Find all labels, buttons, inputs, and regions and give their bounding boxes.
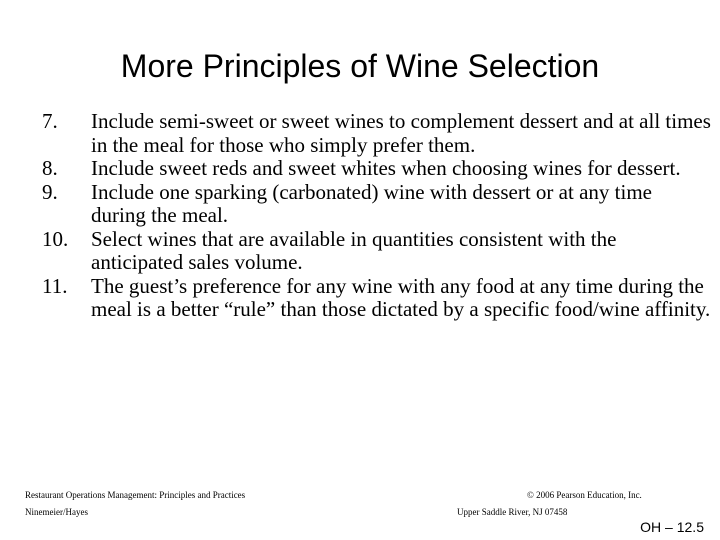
footer-publisher-location: Upper Saddle River, NJ 07458 [457,507,568,517]
list-item-text: Include sweet reds and sweet whites when choosing wines for dessert. [91,156,681,180]
slide-number: OH – 12.5 [640,519,704,535]
list-item-number: 8. [42,156,58,180]
footer-copyright: © 2006 Pearson Education, Inc. [527,490,642,500]
list-item-number: 10. [42,226,69,251]
footer-authors: Ninemeier/Hayes [25,507,88,517]
list-item-number: 11. [42,273,68,298]
list-item-text: Include semi-sweet or sweet wines to complement dessert and at all times in the meal for those who simply prefer them. [91,109,711,157]
list-item-text: The guest’s preference for any wine with any food at any time during the meal is a better “rule” than those dictated by a specific food/wine affinity. [91,273,711,321]
footer-publisher-info [457,487,642,521]
footer-book-title: Restaurant Operations Management: Principles and Practices [25,490,246,500]
list-item-text: Include one sparking (carbonated) wine with dessert or at any time during the meal. [91,179,652,227]
list-item [42,157,712,181]
slide-title: More Principles of Wine Selection [120,48,600,84]
list-item [42,275,712,322]
footer-book-info [25,487,245,521]
list-item-number: 7. [42,109,58,133]
list-item [42,228,712,275]
list-item-text: Select wines that are available in quantities consistent with the anticipated sales volume. [91,226,617,274]
principles-list [42,110,712,322]
list-item [42,110,712,157]
list-item [42,181,712,228]
list-item-number: 9. [42,179,58,204]
